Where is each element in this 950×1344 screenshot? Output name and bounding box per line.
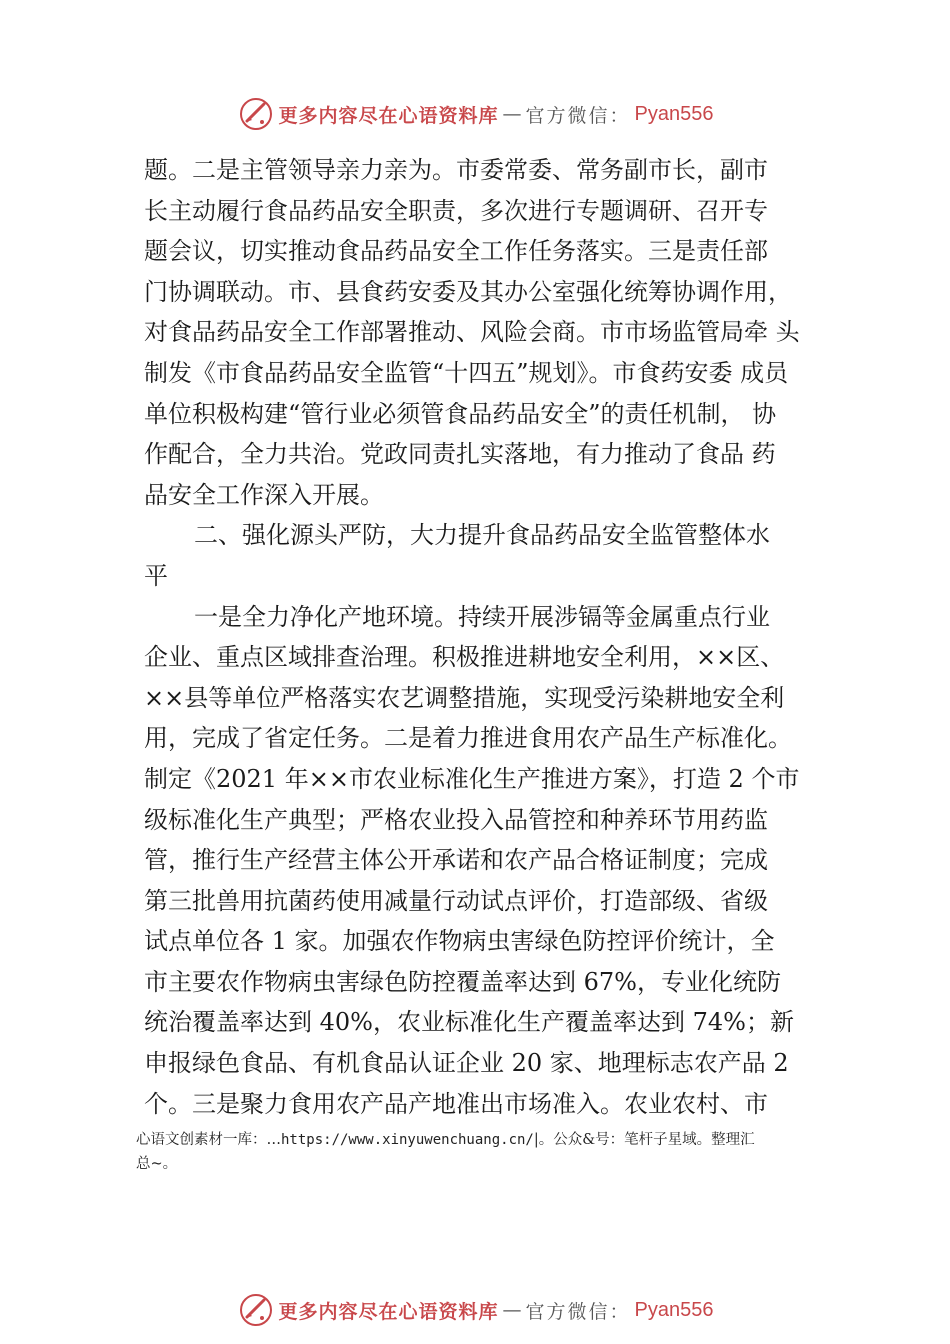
body-line: 统治覆盖率达到 40%，农业标准化生产覆盖率达到 74%；新 — [144, 1008, 794, 1037]
body-line: 试点单位各 1 家。加强农作物病虫害绿色防控评价统计，全 — [144, 927, 775, 956]
body-line: 企业、重点区域排查治理。积极推进耕地安全利用，××区、 — [144, 643, 785, 672]
banner-separator: — — [502, 103, 522, 125]
banner-title: 更多内容尽在心语资料库 — [278, 1300, 499, 1323]
banner-wechat-label: 官方微信： — [525, 1300, 631, 1323]
body-line: 一是全力净化产地环境。持续开展涉镉等金属重点行业 — [194, 602, 770, 631]
brush-logo-icon — [237, 1291, 275, 1329]
body-line: 市主要农作物病虫害绿色防控覆盖率达到 67%，专业化统防 — [144, 967, 781, 996]
footer-url-link[interactable]: https://www.xinyuwenchuang.cn/ — [281, 1132, 534, 1148]
body-line: 管，推行生产经营主体公开承诺和农产品合格证制度；完成 — [144, 846, 768, 875]
body-line: 级标准化生产典型；严格农业投入品管控和种养环节用药监 — [144, 805, 768, 834]
body-line: 单位积极构建“管行业必须管食品药品安全”的责任机制， 协 — [144, 399, 777, 428]
footer-prefix: 心语文创素材一库：… — [136, 1132, 281, 1148]
body-line: 第三批兽用抗菌药使用减量行动试点评价，打造部级、省级 — [144, 886, 768, 915]
brush-logo-icon — [237, 95, 275, 133]
section-heading-cont: 平 — [144, 561, 168, 590]
footer-line-1 — [136, 1128, 841, 1152]
section-heading: 二、强化源头严防，大力提升食品药品安全监管整体水 — [194, 521, 770, 550]
document-body — [144, 150, 844, 1124]
banner-wechat-id: Pyan556 — [634, 1298, 714, 1321]
body-line: 题会议，切实推动食品药品安全工作任务落实。三是责任部 — [144, 237, 768, 266]
header-banner — [0, 94, 950, 134]
footer-line-2: 总~。 — [136, 1156, 178, 1172]
body-line: 对食品药品安全工作部署推动、风险会商。市市场监管局牵 头 — [144, 318, 800, 347]
banner-title: 更多内容尽在心语资料库 — [278, 104, 499, 127]
body-line: 制发《市食品药品安全监管“十四五”规划》。市食药安委 成员 — [144, 358, 789, 387]
body-line: 题。二是主管领导亲力亲为。市委常委、常务副市长，副市 — [144, 156, 768, 184]
footer-suffix: |。公众&号：笔杆子星域。整理汇 — [533, 1132, 755, 1148]
bottom-banner — [0, 1290, 950, 1330]
banner-separator: — — [502, 1299, 522, 1321]
body-line: 长主动履行食品药品安全职责，多次进行专题调研、召开专 — [144, 196, 768, 225]
body-line: 制定《2021 年××市农业标准化生产推进方案》，打造 2 个市 — [144, 764, 800, 793]
page-footer — [136, 1128, 841, 1176]
body-line: 申报绿色食品、有机食品认证企业 20 家、地理标志农产品 2 — [144, 1049, 789, 1078]
banner-wechat-label: 官方微信： — [525, 104, 631, 127]
body-line: 作配合，全力共治。党政同责扎实落地，有力推动了食品 药 — [144, 440, 776, 469]
body-line: 个。三是聚力食用农产品产地准出市场准入。农业农村、市 — [144, 1089, 768, 1118]
body-line: ××县等单位严格落实农艺调整措施，实现受污染耕地安全利 — [144, 683, 785, 712]
body-line: 品安全工作深入开展。 — [144, 480, 384, 509]
body-line: 用，完成了省定任务。二是着力推进食用农产品生产标准化。 — [144, 724, 792, 753]
body-line: 门协调联动。市、县食药安委及其办公室强化统筹协调作用， — [144, 277, 792, 306]
banner-wechat-id: Pyan556 — [634, 102, 714, 125]
